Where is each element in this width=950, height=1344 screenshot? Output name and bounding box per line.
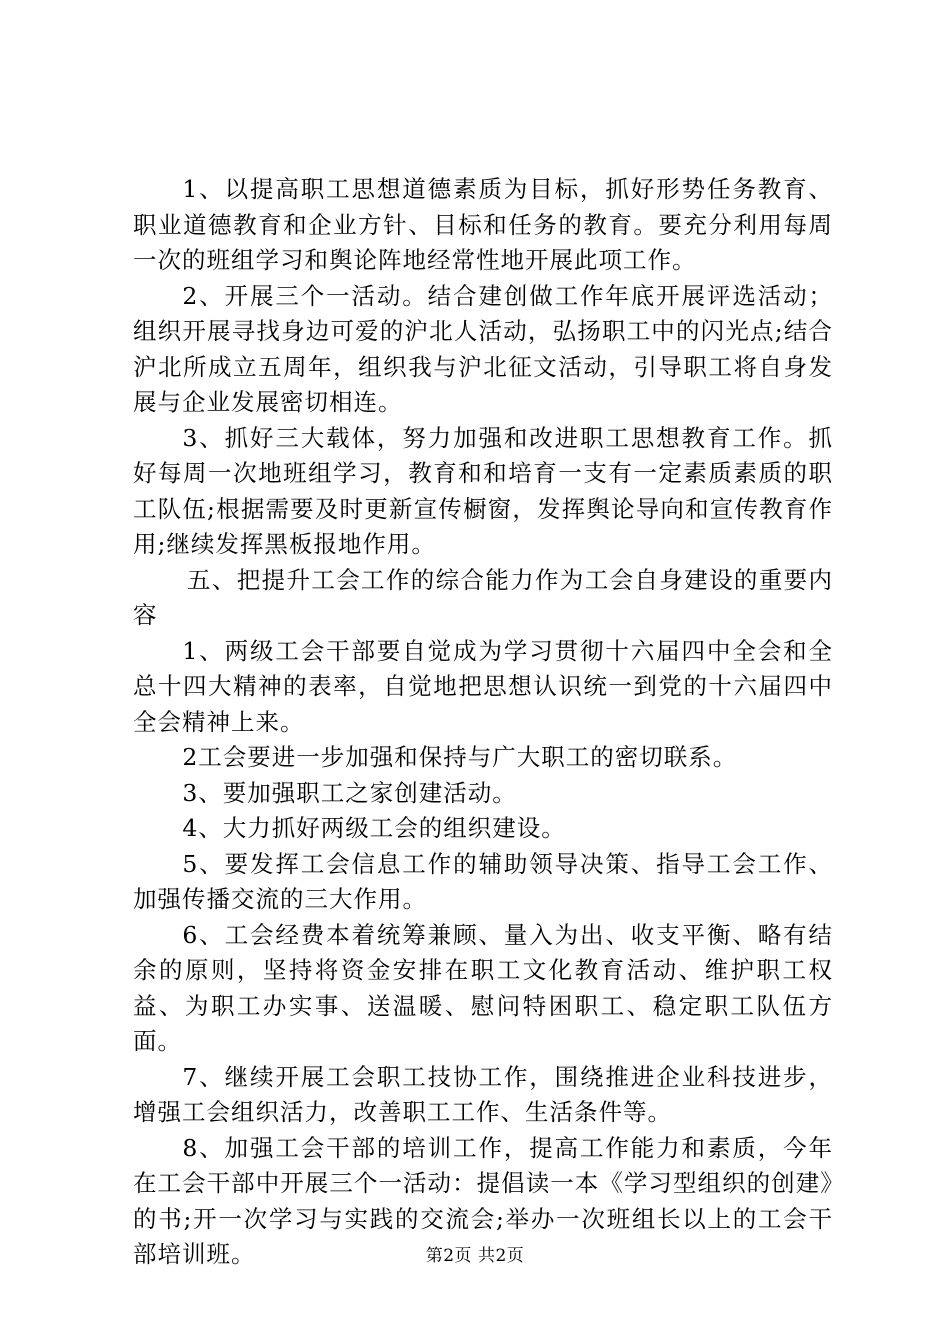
paragraph-item-8: 4、大力抓好两级工会的组织建设。 — [182, 814, 566, 842]
paragraph-item-5: 1、两级工会干部要自觉成为学习贯彻十六届四中全会和全总十四大精神的表率，自觉地把思想认识统一到党的十六届四中全会精神上来。 — [133, 636, 833, 736]
paragraph-item-12: 8、加强工会干部的培训工作，提高工作能力和素质，今年在工会干部中开展三个一活动：提倡读一本《学习型组织的创建》的书;开一次学习与实践的交流会;举办一次班组长以上的工会干部培训班。 — [133, 1133, 833, 1268]
paragraph-item-3: 3、抓好三大载体，努力加强和改进职工思想教育工作。抓好每周一次地班组学习，教育和和培育一支有一定素质素质的职工队伍;根据需要及时更新宣传橱窗，发挥舆论导向和宣传教育作用;继续发挥黑板报地作用。 — [133, 423, 833, 558]
page-number-footer: 第2页 共2页 — [425, 1246, 525, 1266]
paragraph-item-9: 5、要发挥工会信息工作的辅助领导决策、指导工会工作、加强传播交流的三大作用。 — [133, 849, 833, 913]
paragraph-item-7: 3、要加强职工之家创建活动。 — [182, 778, 517, 807]
paragraph-item-11: 7、继续开展工会职工技协工作，围绕推进企业科技进步，增强工会组织活力，改善职工工作、生活条件等。 — [133, 1062, 833, 1126]
section-heading: 五、把提升工会工作的综合能力作为工会自身建设的重要内容 — [133, 565, 833, 629]
document-body — [133, 172, 833, 1273]
paragraph-item-10: 6、工会经费本着统筹兼顾、量入为出、收支平衡、略有结余的原则，坚持将资金安排在职工文化教育活动、维护职工权益、为职工办实事、送温暖、慰问特困职工、稳定职工队伍方面。 — [133, 920, 833, 1055]
paragraph-item-6: 2工会要进一步加强和保持与广大职工的密切联系。 — [182, 743, 738, 771]
paragraph-item-2: 2、开展三个一活动。结合建创做工作年底开展评选活动；组织开展寻找身边可爱的沪北人活动，弘扬职工中的闪光点;结合沪北所成立五周年，组织我与沪北征文活动，引导职工将自身发展与企业发展密切相连。 — [133, 281, 833, 416]
paragraph-item-1: 1、以提高职工思想道德素质为目标，抓好形势任务教育、职业道德教育和企业方针、目标和任务的教育。要充分利用每周一次的班组学习和舆论阵地经常性地开展此项工作。 — [133, 175, 833, 274]
